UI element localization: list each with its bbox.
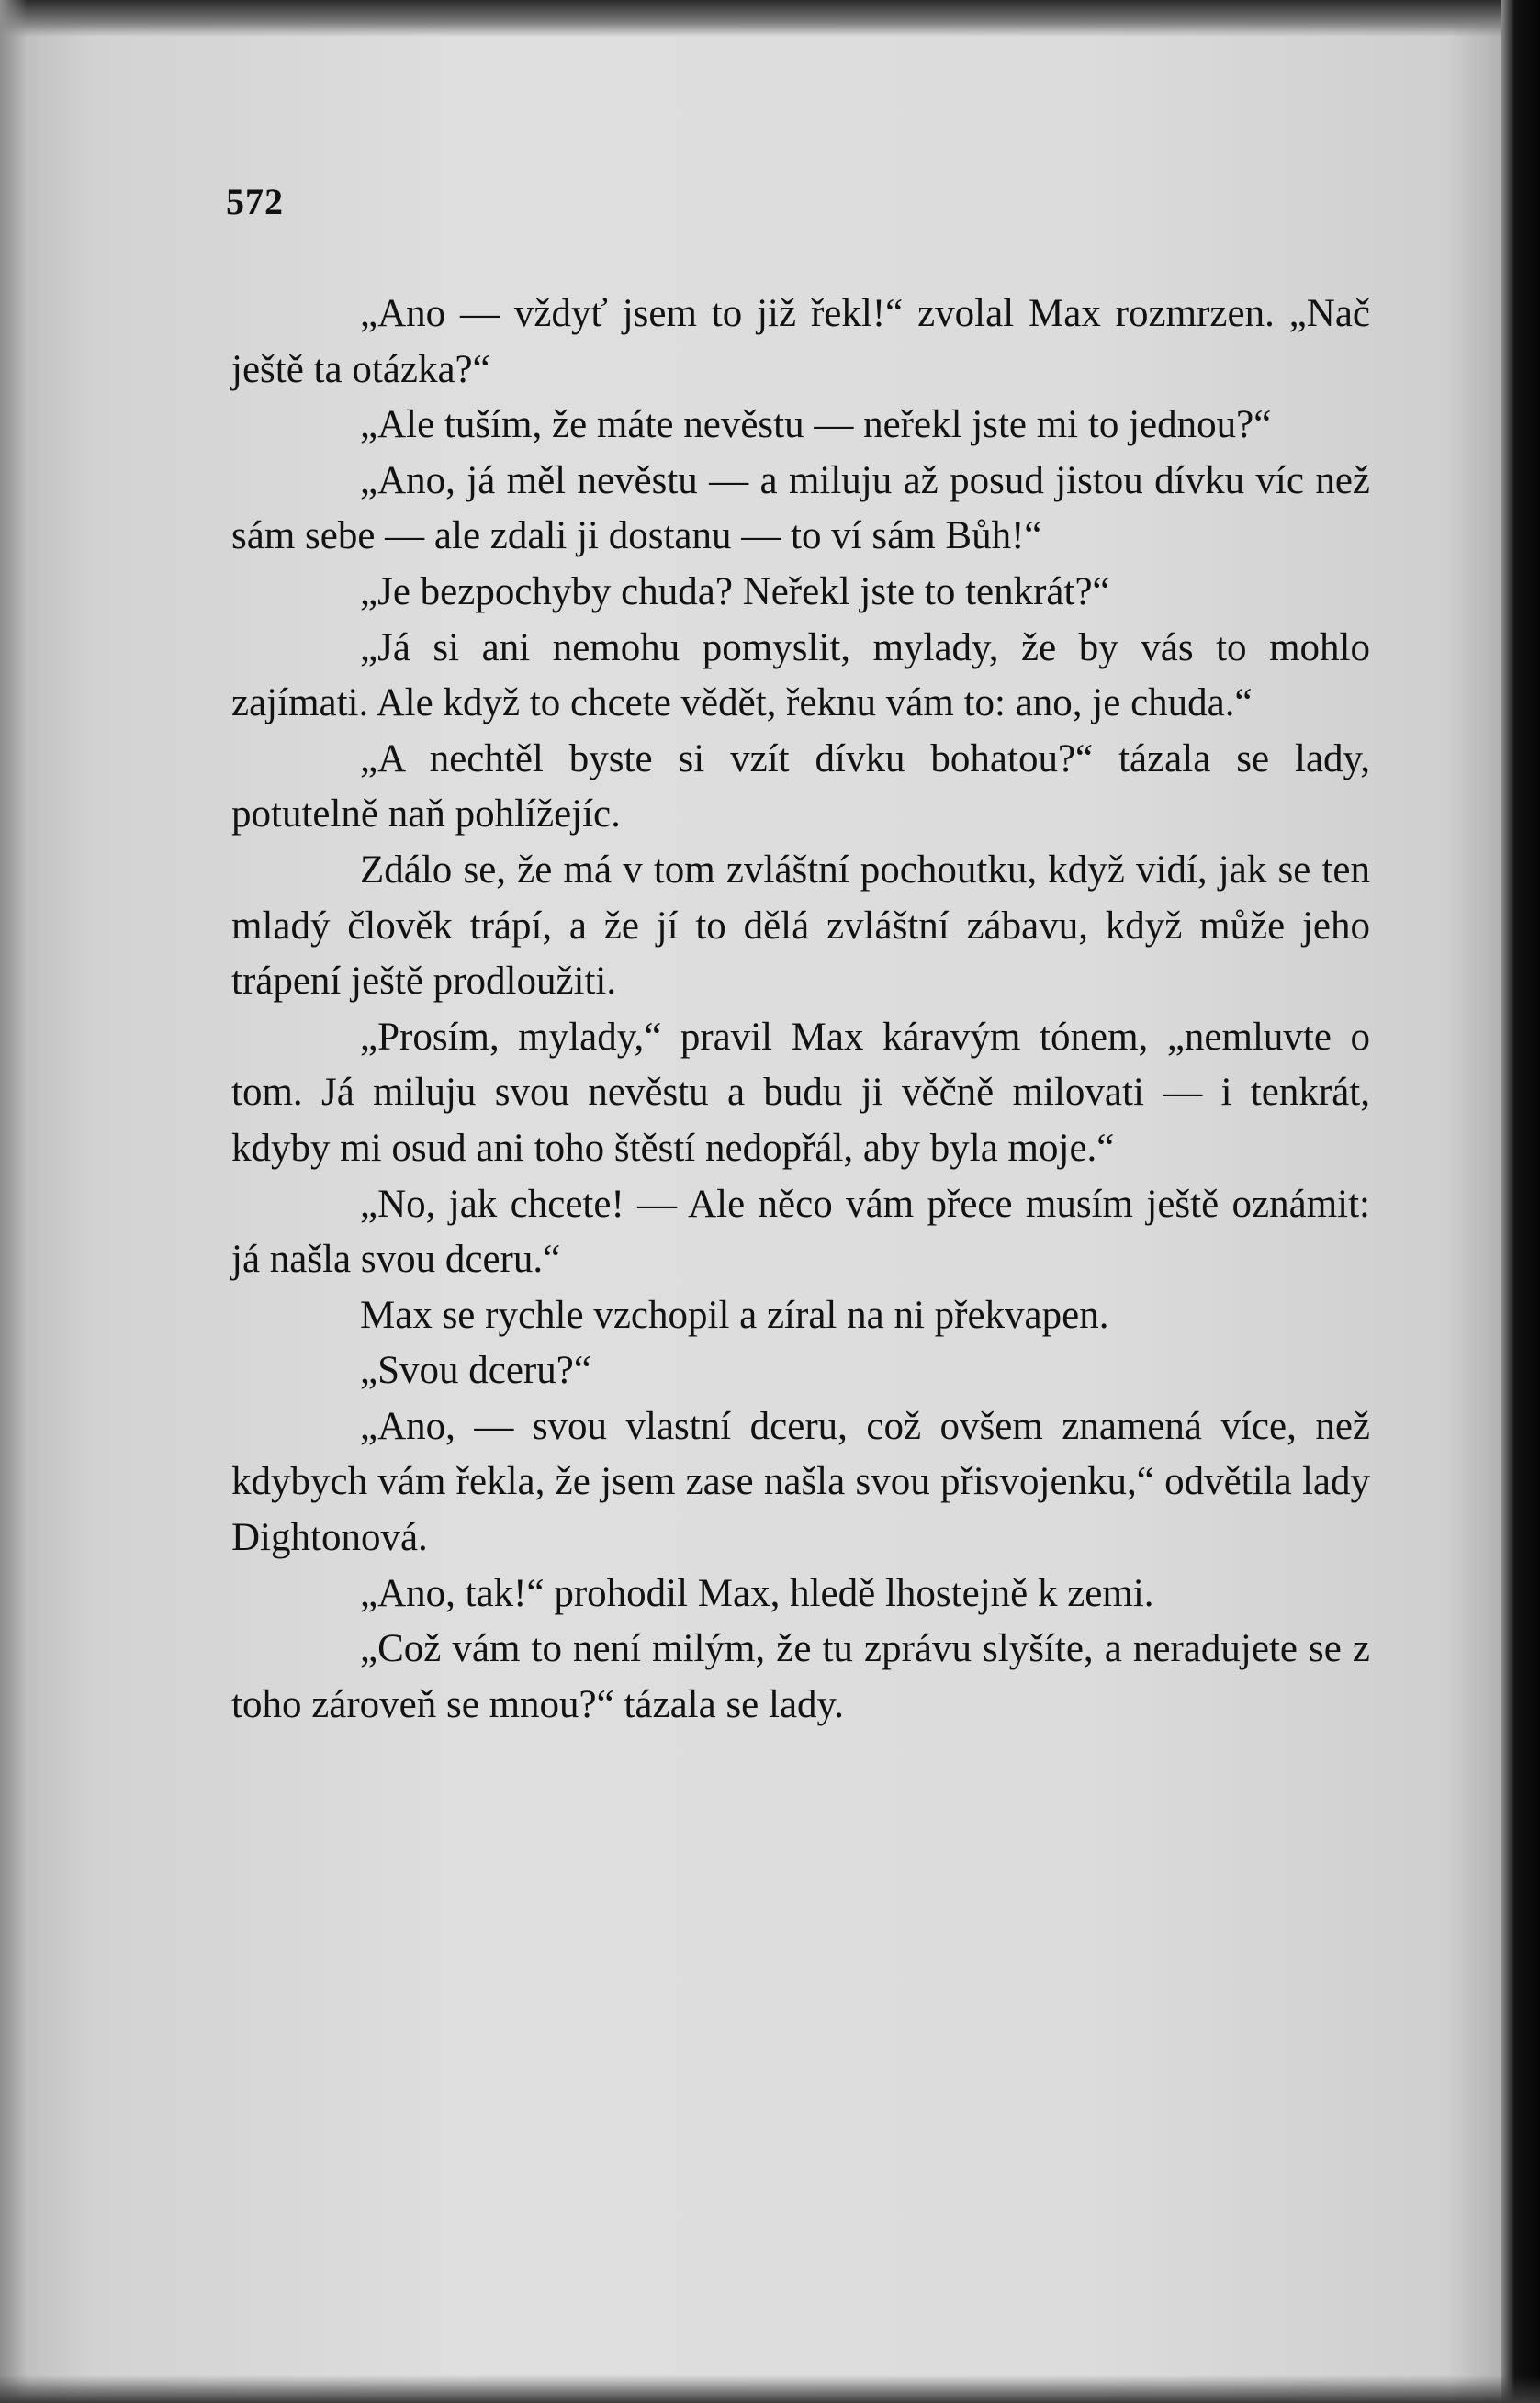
paragraph: Zdálo se, že má v tom zvláštní pochoutku, když vidí, jak se ten mladý člověk trápí, a že jí to dělá zvláštní zábavu, když může jeho trápení ještě prodloužiti. [231,848,1370,1004]
paragraph: „Svou dceru?“ [360,1349,591,1393]
paragraph: „A nechtěl byste si vzít dívku bohatou?“ tázala se lady, potutelně naň pohlížejíc. [231,736,1370,837]
paragraph: „Prosím, mylady,“ pravil Max káravým tónem, „nemluvte o tom. Já miluju svou nevěstu a budu ji věčně milovati — i tenkrát, kdyby mi osud ani toho štěstí nedopřál, aby byla moje.“ [231,1015,1370,1170]
scan-shadow-bottom [0,2375,1540,2403]
paragraph: Max se rychle vzchopil a zíral na ni překvapen. [360,1293,1109,1337]
scan-shadow-top [0,0,1540,37]
scan-shadow-left [0,0,28,2403]
paragraph: „Ano, já měl nevěstu — a miluju až posud jistou dívku víc než sám sebe — ale zdali ji dostanu — to ví sám Bůh!“ [231,458,1370,558]
body-text [231,286,1370,1733]
paragraph: „No, jak chcete! — Ale něco vám přece musím ještě oznámit: já našla svou dceru.“ [231,1182,1370,1282]
paragraph: „Ale tuším, že máte nevěstu — neřekl jste mi to jednou?“ [360,403,1272,447]
scan-shadow-right [1501,0,1540,2403]
paragraph: „Ano, — svou vlastní dceru, což ovšem znamená více, než kdybych vám řekla, že jsem zase našla svou přisvojenku,“ odvětila lady Dightonová. [231,1404,1370,1560]
paragraph: „Ano — vždyť jsem to již řekl!“ zvolal Max rozmrzen. „Nač ještě ta otázka?“ [231,292,1370,391]
paragraph: „Je bezpochyby chuda? Neřekl jste to tenkrát?“ [360,569,1110,613]
paragraph: „Ano, tak!“ prohodil Max, hledě lhostejně k zemi. [360,1571,1154,1615]
paragraph: „Já si ani nemohu pomyslit, mylady, že by vás to mohlo zajímati. Ale když to chcete vědět, řeknu vám to: ano, je chuda.“ [231,625,1370,725]
paragraph: „Což vám to není milým, že tu zprávu slyšíte, a neradujete se z toho zároveň se mnou?“ tázala se lady. [231,1627,1370,1726]
page-number: 572 [226,181,284,222]
